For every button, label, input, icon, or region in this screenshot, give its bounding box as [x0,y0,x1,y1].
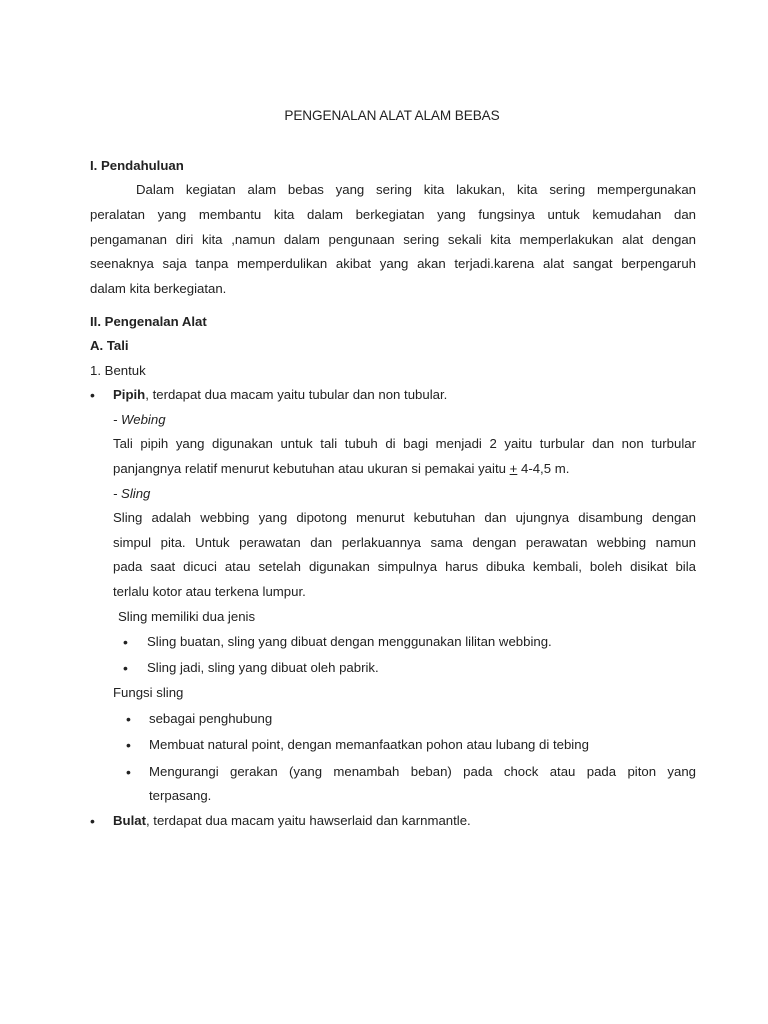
sling-type-item: Sling buatan, sling yang dibuat dengan menggunakan lilitan webbing. [147,634,552,649]
sling-functions-label: Fungsi sling [113,685,184,700]
sling-function-item-continuation: terpasang. [149,788,212,803]
sling-paragraph-line: terlalu kotor atau terkena lumpur. [113,584,306,599]
bullet-icon: • [126,764,131,780]
bullet-icon: • [123,634,128,650]
sling-type-item: Sling jadi, sling yang dibuat oleh pabrik. [147,660,379,675]
intro-paragraph-line: pengamanan diri kita ,namun dalam pengunaan sering sekali kita memperlakukan alat dengan [90,232,696,247]
sling-function-item: Mengurangi gerakan (yang menambah beban) pada chock atau pada piton yang [149,764,696,779]
intro-paragraph-line: peralatan yang membantu kita dalam berkegiatan yang fungsinya untuk kemudahan dan [90,207,696,222]
plus-minus-sign: + [509,461,518,476]
intro-paragraph-line: seenaknya saja tanpa memperdulikan akibat yang akan terjadi.karena alat sangat berpengaruh [90,256,696,271]
bullet-icon: • [126,711,131,727]
sling-function-item: Membuat natural point, dengan memanfaatkan pohon atau lubang di tebing [149,737,589,752]
bullet-icon: • [90,813,95,829]
sling-paragraph-line: pada saat dicuci atau setelah digunakan simpulnya harus dibuka kembali, boleh disikat bila [113,559,696,574]
sling-paragraph-line: simpul pita. Untuk perawatan dan perlakuannya sama dengan perawatan webbing namun [113,535,696,550]
bullet-item-bulat [113,813,471,829]
sling-types-label: Sling memiliki dua jenis [118,609,256,624]
bulat-label: Bulat [113,813,146,828]
sling-paragraph-line: Sling adalah webbing yang dipotong menurut kebutuhan dan ujungnya disambung dengan [113,510,696,525]
bullet-icon: • [126,737,131,753]
section-heading-pengenalan-alat: II. Pengenalan Alat [90,314,207,329]
list-item-bentuk: 1. Bentuk [90,363,146,378]
document-title: PENGENALAN ALAT ALAM BEBAS [284,108,500,123]
bulat-text: , terdapat dua macam yaitu hawserlaid dan karnmantle. [145,813,471,828]
pipih-text: , terdapat dua macam yaitu tubular dan non tubular. [145,387,448,402]
bullet-item-pipih [113,387,447,403]
webing-text: panjangnya relatif menurut kebutuhan atau ukuran si pemakai yaitu [113,461,510,476]
webing-paragraph-line [113,461,569,477]
intro-paragraph-line: Dalam kegiatan alam bebas yang sering kita lakukan, kita sering mempergunakan [136,182,696,197]
sling-function-item: sebagai penghubung [149,711,273,726]
pipih-label: Pipih [113,387,146,402]
webing-size: 4-4,5 m. [517,461,570,476]
section-heading-pendahuluan: I. Pendahuluan [90,158,184,173]
intro-paragraph-line: dalam kita berkegiatan. [90,281,227,296]
webing-heading: - Webing [113,412,166,427]
sling-heading: - Sling [113,486,151,501]
bullet-icon: • [123,660,128,676]
bullet-icon: • [90,387,95,403]
subsection-heading-tali: A. Tali [90,338,129,353]
webing-paragraph-line: Tali pipih yang digunakan untuk tali tubuh di bagi menjadi 2 yaitu turbular dan non turbular [113,436,696,451]
